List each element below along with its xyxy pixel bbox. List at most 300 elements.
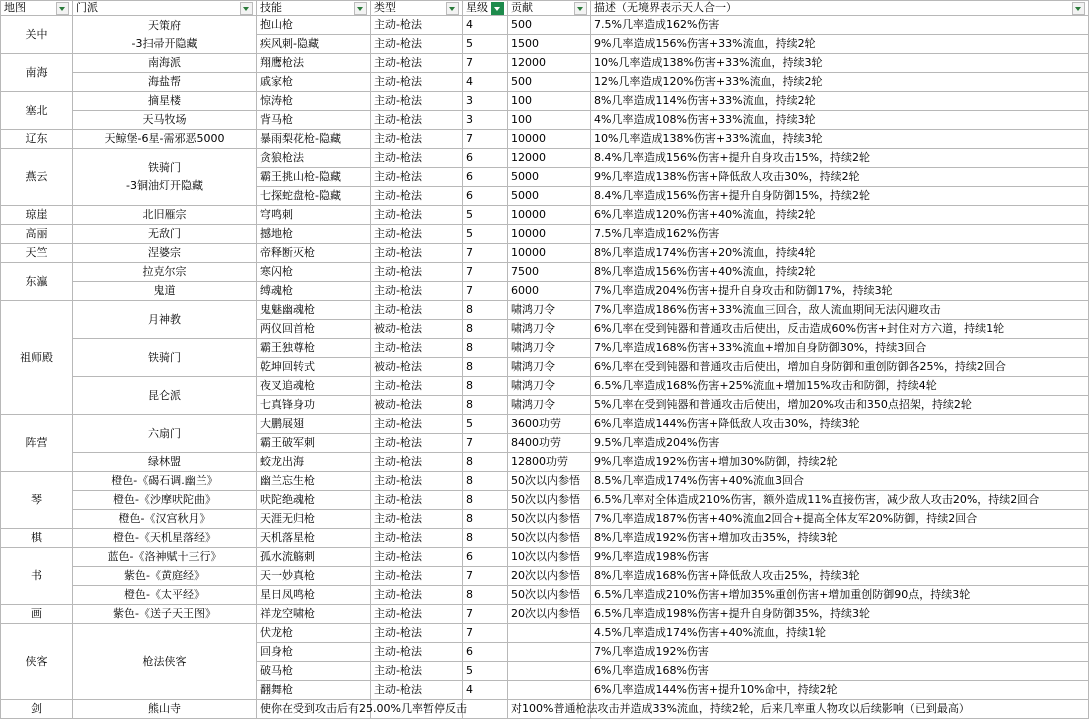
cell-skill[interactable] <box>257 605 371 624</box>
cell-sect-text: 蓝色-《洛神赋十三行》 <box>107 550 222 563</box>
cell-contrib[interactable] <box>508 168 591 187</box>
cell-skill[interactable] <box>257 111 371 130</box>
cell-map-text: 辽东 <box>25 132 48 145</box>
cell-skill-text: 幽兰忘生枪 <box>260 474 315 487</box>
cell-skill[interactable] <box>257 453 371 472</box>
cell-contrib[interactable] <box>508 605 591 624</box>
cell-skill[interactable] <box>257 415 371 434</box>
cell-type[interactable] <box>371 54 463 73</box>
cell-map[interactable] <box>1 54 73 92</box>
cell-star[interactable] <box>463 415 508 434</box>
filter-dropdown-icon[interactable] <box>446 2 459 15</box>
cell-sect[interactable] <box>73 548 257 567</box>
cell-skill-text: 鬼魅幽魂枪 <box>260 303 315 316</box>
cell-type[interactable] <box>371 472 463 491</box>
cell-star[interactable] <box>463 624 508 643</box>
cell-star[interactable] <box>463 605 508 624</box>
cell-desc[interactable] <box>591 472 1089 491</box>
cell-star[interactable] <box>463 130 508 149</box>
cell-skill[interactable] <box>257 301 371 320</box>
cell-desc[interactable] <box>591 73 1089 92</box>
cell-skill[interactable] <box>257 263 371 282</box>
cell-sect[interactable] <box>73 263 257 282</box>
table-row <box>1 244 1089 263</box>
cell-contrib[interactable] <box>508 396 591 415</box>
cell-skill[interactable] <box>257 358 371 377</box>
cell-skill[interactable] <box>257 339 371 358</box>
cell-type-text: 主动-枪法 <box>374 18 422 31</box>
filter-dropdown-icon[interactable] <box>240 2 253 15</box>
cell-skill[interactable] <box>257 16 371 35</box>
cell-star[interactable] <box>463 567 508 586</box>
cell-desc[interactable] <box>591 548 1089 567</box>
cell-sect[interactable] <box>73 339 257 377</box>
cell-sect[interactable] <box>73 73 257 92</box>
cell-type[interactable] <box>371 149 463 168</box>
column-header-label: 门派 <box>76 1 98 14</box>
cell-type[interactable] <box>371 662 463 681</box>
cell-contrib[interactable] <box>508 415 591 434</box>
cell-contrib[interactable] <box>508 700 970 719</box>
table-row <box>1 491 1089 510</box>
cell-star[interactable] <box>463 472 508 491</box>
cell-desc[interactable] <box>591 263 1089 282</box>
cell-contrib[interactable] <box>508 187 591 206</box>
cell-skill[interactable] <box>257 35 371 54</box>
cell-contrib[interactable] <box>508 320 591 339</box>
cell-star[interactable] <box>463 282 508 301</box>
cell-map-text: 天竺 <box>25 246 48 259</box>
cell-type[interactable] <box>371 624 463 643</box>
filter-dropdown-icon[interactable] <box>56 2 69 15</box>
cell-contrib-text: 10000 <box>511 246 546 259</box>
cell-sect[interactable] <box>73 16 257 54</box>
cell-contrib[interactable] <box>508 225 591 244</box>
cell-contrib[interactable] <box>508 491 591 510</box>
cell-type[interactable] <box>371 263 463 282</box>
cell-contrib[interactable] <box>508 263 591 282</box>
cell-desc[interactable] <box>591 605 1089 624</box>
cell-skill-text: 霸王独尊枪 <box>260 341 315 354</box>
cell-skill-text: 乾坤回转式 <box>260 360 315 373</box>
cell-skill[interactable] <box>257 130 371 149</box>
cell-desc[interactable] <box>591 396 1089 415</box>
cell-type[interactable] <box>371 92 463 111</box>
cell-contrib[interactable] <box>508 358 591 377</box>
cell-contrib[interactable] <box>508 73 591 92</box>
cell-sect[interactable] <box>73 491 257 510</box>
cell-desc[interactable] <box>591 168 1089 187</box>
cell-skill[interactable] <box>257 510 371 529</box>
cell-sect-text: 六扇门 <box>148 426 181 440</box>
cell-contrib-text: 12000 <box>511 151 546 164</box>
cell-star-text: 8 <box>466 455 473 468</box>
cell-star[interactable] <box>463 111 508 130</box>
cell-contrib[interactable] <box>508 54 591 73</box>
cell-type[interactable] <box>371 681 463 700</box>
cell-contrib-text: 1500 <box>511 37 539 50</box>
cell-skill[interactable] <box>257 54 371 73</box>
column-header-6[interactable] <box>591 1 1089 16</box>
cell-skill[interactable] <box>257 92 371 111</box>
cell-type[interactable] <box>371 35 463 54</box>
cell-sect[interactable] <box>73 301 257 339</box>
cell-type-text: 主动-枪法 <box>374 379 422 392</box>
cell-map[interactable] <box>1 472 73 529</box>
cell-star[interactable] <box>463 358 508 377</box>
cell-contrib[interactable] <box>508 586 591 605</box>
cell-type[interactable] <box>371 320 463 339</box>
table-row <box>1 567 1089 586</box>
cell-desc[interactable] <box>591 415 1089 434</box>
cell-sect[interactable] <box>73 605 257 624</box>
cell-star[interactable] <box>463 263 508 282</box>
cell-type[interactable] <box>371 396 463 415</box>
cell-map[interactable] <box>1 225 73 244</box>
cell-map[interactable] <box>1 16 73 54</box>
cell-desc-text: 10%几率造成138%伤害+33%流血，持续3轮 <box>594 132 823 145</box>
cell-star-text: 3 <box>466 113 473 126</box>
cell-desc[interactable] <box>591 510 1089 529</box>
cell-contrib[interactable] <box>508 130 591 149</box>
column-header-2[interactable] <box>257 1 371 16</box>
cell-sect[interactable] <box>73 225 257 244</box>
cell-map[interactable] <box>1 605 73 624</box>
cell-type[interactable] <box>371 377 463 396</box>
cell-star[interactable] <box>463 586 508 605</box>
cell-contrib[interactable] <box>508 301 591 320</box>
cell-desc-text: 7%几率造成186%伤害+33%流血三回合，敌人流血期间无法闪避攻击 <box>594 303 941 316</box>
cell-star[interactable] <box>463 681 508 700</box>
cell-desc[interactable] <box>591 35 1089 54</box>
cell-desc[interactable] <box>591 149 1089 168</box>
cell-sect[interactable] <box>73 510 257 529</box>
cell-skill[interactable] <box>257 529 371 548</box>
cell-sect[interactable] <box>73 130 257 149</box>
cell-skill[interactable] <box>257 320 371 339</box>
cell-sect[interactable] <box>73 92 257 111</box>
cell-sect[interactable] <box>73 453 257 472</box>
cell-star[interactable] <box>463 396 508 415</box>
cell-desc[interactable] <box>591 301 1089 320</box>
column-header-label: 星级 <box>466 1 488 14</box>
cell-desc-text: 7%几率造成168%伤害+33%流血+增加自身防御30%，持续3回合 <box>594 341 927 354</box>
cell-desc[interactable] <box>591 624 1089 643</box>
column-header-1[interactable] <box>73 1 257 16</box>
cell-star[interactable] <box>463 548 508 567</box>
cell-desc-text: 8%几率造成168%伤害+降低敌人攻击25%，持续3轮 <box>594 569 860 582</box>
cell-star[interactable] <box>463 206 508 225</box>
cell-type[interactable] <box>371 358 463 377</box>
cell-contrib[interactable] <box>508 206 591 225</box>
cell-desc[interactable] <box>591 54 1089 73</box>
cell-desc[interactable] <box>591 377 1089 396</box>
cell-contrib[interactable] <box>508 244 591 263</box>
cell-star[interactable] <box>463 643 508 662</box>
cell-star[interactable] <box>463 92 508 111</box>
cell-desc[interactable] <box>591 529 1089 548</box>
cell-skill[interactable] <box>257 396 371 415</box>
cell-desc-text: 7%几率造成192%伤害 <box>594 645 709 658</box>
cell-type[interactable] <box>371 548 463 567</box>
cell-desc-text: 12%几率造成120%伤害+33%流血，持续2轮 <box>594 75 823 88</box>
cell-type[interactable] <box>371 529 463 548</box>
cell-contrib[interactable] <box>508 453 591 472</box>
cell-star[interactable] <box>463 491 508 510</box>
cell-desc[interactable] <box>591 206 1089 225</box>
cell-star[interactable] <box>463 168 508 187</box>
cell-desc[interactable] <box>591 453 1089 472</box>
cell-skill-text: 大鹏展翅 <box>260 417 304 430</box>
cell-desc[interactable] <box>591 643 1089 662</box>
cell-desc[interactable] <box>591 567 1089 586</box>
cell-type[interactable] <box>371 206 463 225</box>
cell-skill[interactable] <box>257 73 371 92</box>
cell-type-text: 主动-枪法 <box>374 683 422 696</box>
cell-type[interactable] <box>371 339 463 358</box>
cell-desc[interactable] <box>591 244 1089 263</box>
cell-contrib[interactable] <box>508 377 591 396</box>
cell-star[interactable] <box>463 301 508 320</box>
cell-contrib[interactable] <box>508 472 591 491</box>
cell-desc[interactable] <box>591 92 1089 111</box>
filter-active-icon[interactable] <box>491 2 504 15</box>
cell-type-text: 被动-枪法 <box>374 398 422 411</box>
cell-desc-text: 9.5%几率造成204%伤害 <box>594 436 720 449</box>
cell-type[interactable] <box>371 187 463 206</box>
cell-star[interactable] <box>463 225 508 244</box>
filter-dropdown-icon[interactable] <box>574 2 587 15</box>
cell-contrib[interactable] <box>508 624 591 643</box>
cell-type[interactable] <box>371 168 463 187</box>
cell-contrib[interactable] <box>508 643 591 662</box>
cell-skill[interactable] <box>257 244 371 263</box>
cell-contrib[interactable] <box>508 16 591 35</box>
cell-skill[interactable] <box>257 681 371 700</box>
cell-type[interactable] <box>371 453 463 472</box>
cell-skill[interactable] <box>257 586 371 605</box>
cell-contrib[interactable] <box>508 662 591 681</box>
cell-type-text: 主动-枪法 <box>374 474 422 487</box>
cell-star[interactable] <box>463 54 508 73</box>
cell-desc[interactable] <box>591 187 1089 206</box>
cell-map[interactable] <box>1 149 73 206</box>
cell-type[interactable] <box>371 225 463 244</box>
cell-desc-text: 7.5%几率造成162%伤害 <box>594 18 720 31</box>
table-row <box>1 586 1089 605</box>
filter-dropdown-icon[interactable] <box>354 2 367 15</box>
cell-sect[interactable] <box>73 377 257 415</box>
cell-map[interactable] <box>1 206 73 225</box>
cell-type[interactable] <box>371 605 463 624</box>
cell-skill[interactable] <box>257 472 371 491</box>
cell-desc[interactable] <box>591 282 1089 301</box>
cell-sect[interactable] <box>73 111 257 130</box>
cell-star[interactable] <box>463 320 508 339</box>
cell-skill[interactable] <box>257 187 371 206</box>
cell-sect-text: 熊山寺 <box>148 702 181 715</box>
cell-star[interactable] <box>463 434 508 453</box>
cell-skill[interactable] <box>257 282 371 301</box>
cell-skill[interactable] <box>257 624 371 643</box>
cell-star-text: 6 <box>466 645 473 658</box>
cell-type[interactable] <box>371 491 463 510</box>
cell-sect[interactable] <box>73 567 257 586</box>
cell-type[interactable] <box>371 16 463 35</box>
cell-skill[interactable] <box>257 434 371 453</box>
cell-star[interactable] <box>463 244 508 263</box>
cell-desc-text: 8%几率造成174%伤害+20%流血，持续4轮 <box>594 246 816 259</box>
cell-desc-text: 8.5%几率造成174%伤害+40%流血3回合 <box>594 474 805 487</box>
cell-skill-text: 破马枪 <box>260 664 293 677</box>
cell-sect-text: 铁骑门 -3铜油灯开隐藏 <box>126 161 203 192</box>
cell-star-text: 3 <box>466 94 473 107</box>
cell-desc-text: 6%几率造成144%伤害+提升10%命中，持续2轮 <box>594 683 838 696</box>
cell-sect[interactable] <box>73 472 257 491</box>
cell-skill-text: 孤水流觞刺 <box>260 550 315 563</box>
cell-skill-text: 暴雨梨花枪-隐藏 <box>260 132 341 145</box>
cell-star[interactable] <box>463 73 508 92</box>
cell-star[interactable] <box>463 35 508 54</box>
cell-skill-text: 夜叉追魂枪 <box>260 379 315 392</box>
cell-type[interactable] <box>371 643 463 662</box>
cell-sect[interactable] <box>73 149 257 206</box>
cell-desc-text: 6%几率造成120%伤害+40%流血，持续2轮 <box>594 208 816 221</box>
cell-desc[interactable] <box>591 130 1089 149</box>
cell-map[interactable] <box>1 244 73 263</box>
cell-skill[interactable] <box>257 377 371 396</box>
cell-map[interactable] <box>1 415 73 472</box>
cell-type-text: 被动-枪法 <box>374 322 422 335</box>
cell-star[interactable] <box>463 662 508 681</box>
cell-star[interactable] <box>463 510 508 529</box>
cell-contrib[interactable] <box>508 681 591 700</box>
cell-desc[interactable] <box>591 358 1089 377</box>
cell-desc[interactable] <box>591 491 1089 510</box>
cell-type[interactable] <box>371 510 463 529</box>
cell-contrib[interactable] <box>508 35 591 54</box>
cell-type[interactable] <box>371 111 463 130</box>
table-row <box>1 472 1089 491</box>
cell-type[interactable] <box>371 130 463 149</box>
cell-sect[interactable] <box>73 282 257 301</box>
cell-type[interactable] <box>371 244 463 263</box>
cell-sect[interactable] <box>73 244 257 263</box>
cell-star[interactable] <box>463 149 508 168</box>
cell-desc[interactable] <box>591 320 1089 339</box>
cell-desc[interactable] <box>591 111 1089 130</box>
cell-map[interactable] <box>1 548 73 605</box>
cell-contrib[interactable] <box>508 339 591 358</box>
cell-contrib-text: 50次以内参悟 <box>511 474 580 487</box>
cell-map[interactable] <box>1 624 73 700</box>
cell-contrib[interactable] <box>508 510 591 529</box>
cell-contrib[interactable] <box>508 282 591 301</box>
cell-skill[interactable] <box>257 491 371 510</box>
filter-dropdown-icon[interactable] <box>1072 2 1085 15</box>
cell-skill[interactable] <box>257 168 371 187</box>
cell-map[interactable] <box>1 301 73 415</box>
cell-type[interactable] <box>371 415 463 434</box>
cell-map-text: 棋 <box>31 531 42 544</box>
cell-contrib[interactable] <box>508 111 591 130</box>
cell-sect[interactable] <box>73 700 257 719</box>
cell-type[interactable] <box>371 301 463 320</box>
cell-map[interactable] <box>1 529 73 548</box>
cell-star[interactable] <box>463 377 508 396</box>
cell-type[interactable] <box>371 434 463 453</box>
table-row <box>1 301 1089 320</box>
cell-skill-text: 穹鸣刺 <box>260 208 293 221</box>
cell-sect[interactable] <box>73 206 257 225</box>
column-header-3[interactable] <box>371 1 463 16</box>
cell-star[interactable] <box>463 339 508 358</box>
cell-desc[interactable] <box>591 681 1089 700</box>
cell-sect[interactable] <box>73 624 257 700</box>
cell-star[interactable] <box>463 16 508 35</box>
cell-desc[interactable] <box>591 434 1089 453</box>
cell-desc[interactable] <box>591 586 1089 605</box>
cell-star[interactable] <box>463 529 508 548</box>
cell-map[interactable] <box>1 92 73 130</box>
cell-star[interactable] <box>463 187 508 206</box>
cell-desc-text: 7.5%几率造成162%伤害 <box>594 227 720 240</box>
cell-type-text: 主动-枪法 <box>374 246 422 259</box>
cell-sect[interactable] <box>73 529 257 548</box>
cell-skill[interactable] <box>257 548 371 567</box>
column-header-4[interactable] <box>463 1 508 16</box>
cell-type[interactable] <box>371 282 463 301</box>
cell-type[interactable] <box>371 567 463 586</box>
cell-sect[interactable] <box>73 415 257 453</box>
cell-map[interactable] <box>1 700 73 719</box>
cell-type[interactable] <box>371 586 463 605</box>
cell-skill[interactable] <box>257 643 371 662</box>
cell-contrib[interactable] <box>508 149 591 168</box>
cell-sect-text: 橙色-《汉宫秋月》 <box>118 512 211 525</box>
cell-desc-text: 9%几率造成156%伤害+33%流血，持续2轮 <box>594 37 816 50</box>
cell-contrib[interactable] <box>508 548 591 567</box>
cell-desc[interactable] <box>591 16 1089 35</box>
cell-star[interactable] <box>463 700 508 719</box>
cell-skill[interactable] <box>257 567 371 586</box>
cell-map[interactable] <box>1 130 73 149</box>
cell-skill[interactable] <box>257 225 371 244</box>
cell-sect[interactable] <box>73 586 257 605</box>
cell-star[interactable] <box>463 453 508 472</box>
cell-type[interactable] <box>371 73 463 92</box>
cell-star-text: 8 <box>466 303 473 316</box>
cell-contrib[interactable] <box>508 529 591 548</box>
cell-map-text: 琼崖 <box>25 208 48 221</box>
cell-skill[interactable] <box>257 206 371 225</box>
cell-skill[interactable] <box>257 700 467 719</box>
cell-contrib[interactable] <box>508 434 591 453</box>
cell-map[interactable] <box>1 263 73 301</box>
column-header-5[interactable] <box>508 1 591 16</box>
cell-desc[interactable] <box>591 662 1089 681</box>
cell-sect-text: 橙色-《天机星落经》 <box>113 531 216 544</box>
cell-sect[interactable] <box>73 54 257 73</box>
cell-skill[interactable] <box>257 662 371 681</box>
cell-contrib[interactable] <box>508 92 591 111</box>
cell-skill[interactable] <box>257 149 371 168</box>
cell-type-text: 主动-枪法 <box>374 132 422 145</box>
cell-contrib[interactable] <box>508 567 591 586</box>
column-header-0[interactable] <box>1 1 73 16</box>
cell-desc[interactable] <box>591 339 1089 358</box>
cell-desc[interactable] <box>591 225 1089 244</box>
